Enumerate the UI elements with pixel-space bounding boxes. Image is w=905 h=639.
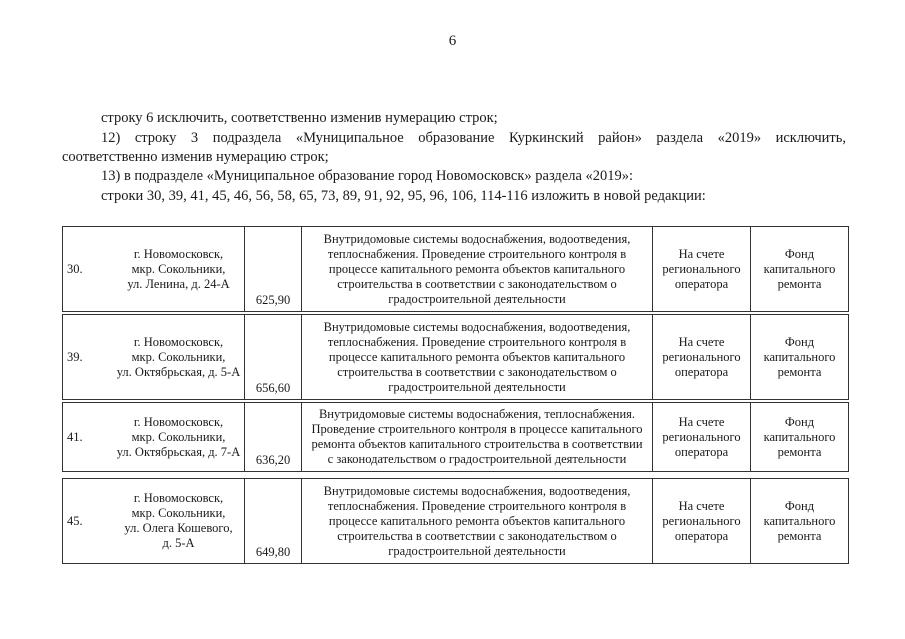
work-description-cell-line: строительства в соответствии с законодательством о (337, 528, 617, 543)
account-cell-line: На счете (678, 414, 725, 429)
fund-cell-line: капитального (763, 513, 836, 528)
account-cell-line: оператора (674, 444, 729, 459)
work-description-cell-line: ремонта объектов капитального строительства в соответствии (311, 437, 643, 451)
cost-cell: 656,60 (245, 315, 302, 400)
account-cell (653, 227, 751, 312)
cost-cell: 636,20 (245, 403, 302, 472)
address-cell (113, 315, 245, 400)
address-cell-line: ул. Октябрьская, д. 7-А (116, 444, 241, 459)
cost-cell: 649,80 (245, 479, 302, 564)
account-cell-line: оператора (674, 364, 729, 379)
address-cell-line: мкр. Сокольники, (131, 261, 226, 276)
fund-cell-line: ремонта (777, 444, 822, 459)
account-cell-line: регионального (662, 513, 741, 528)
paragraph-remove-row-6: строку 6 исключить, соответственно изменив нумерацию строк; (101, 110, 498, 126)
fund-cell (751, 479, 849, 564)
work-description-cell-line: теплоснабжения. Проведение строительного контроля в (327, 498, 627, 513)
work-description-cell-line: Проведение строительного контроля в процессе капитального (311, 422, 643, 436)
table-row (62, 402, 849, 472)
account-cell (653, 403, 751, 472)
address-cell-line: мкр. Сокольники, (131, 349, 226, 364)
work-description-cell-line: Внутридомовые системы водоснабжения, теплоснабжения. (318, 407, 636, 421)
address-cell-line: мкр. Сокольники, (131, 429, 226, 444)
fund-cell (751, 403, 849, 472)
work-description-cell (302, 403, 653, 472)
address-cell-line: ул. Октябрьская, д. 5-А (116, 364, 241, 379)
address-cell-line: г. Новомосковск, (133, 491, 224, 505)
work-description-cell-line: градостроительной деятельности (388, 379, 566, 394)
fund-cell-line: капитального (763, 261, 836, 276)
work-description-cell-line: теплоснабжения. Проведение строительного контроля в (327, 334, 627, 349)
address-cell (113, 227, 245, 312)
fund-cell-line: капитального (763, 429, 836, 444)
paragraph-item-13: 13) в подразделе «Муниципальное образование город Новомосковск» раздела «2019»: (101, 168, 634, 184)
account-cell-line: регионального (662, 261, 741, 276)
account-cell-line: На счете (678, 334, 725, 349)
address-cell-line: г. Новомосковск, (133, 246, 224, 261)
address-cell-line: г. Новомосковск, (133, 334, 224, 349)
address-cell-line: г. Новомосковск, (133, 414, 224, 429)
account-cell (653, 315, 751, 400)
work-description-cell-line: строительства в соответствии с законодательством о (337, 276, 617, 291)
work-description-cell (302, 227, 653, 312)
fund-cell-line: ремонта (777, 528, 822, 543)
address-cell-line: ул. Олега Кошевого, (124, 521, 233, 535)
account-cell-line: оператора (674, 528, 729, 543)
page-number: 6 (448, 33, 457, 49)
row-number: 45. (63, 479, 114, 564)
paragraph-item-12-continuation: соответственно изменив нумерацию строк; (62, 149, 329, 165)
account-cell-line: оператора (674, 276, 729, 291)
work-description-cell-line: Внутридомовые системы водоснабжения, водоотведения, (323, 231, 631, 246)
account-cell (653, 479, 751, 564)
work-description-cell-line: строительства в соответствии с законодательством о (337, 364, 617, 379)
fund-cell (751, 315, 849, 400)
work-description-cell-line: теплоснабжения. Проведение строительного контроля в (327, 246, 627, 261)
table-row (62, 478, 849, 564)
address-cell (113, 479, 245, 564)
work-description-cell-line: Внутридомовые системы водоснабжения, водоотведения, (323, 319, 631, 334)
fund-cell-line: капитального (763, 349, 836, 364)
row-number: 30. (63, 227, 114, 312)
fund-cell-line: Фонд (784, 498, 815, 513)
row-number: 39. (63, 315, 114, 400)
address-cell (113, 403, 245, 472)
paragraph-rows-list: строки 30, 39, 41, 45, 46, 56, 58, 65, 73, 89, 91, 92, 95, 96, 106, 114-116 изложить в новой редакции: (101, 188, 706, 204)
work-description-cell-line: градостроительной деятельности (388, 543, 566, 558)
work-description-cell (302, 479, 653, 564)
address-cell-line: ул. Ленина, д. 24-А (127, 276, 230, 291)
work-description-cell (302, 315, 653, 400)
fund-cell-line: ремонта (777, 364, 822, 379)
row-number: 41. (63, 403, 114, 472)
fund-cell (751, 227, 849, 312)
work-description-cell-line: с законодательством о градостроительной деятельности (327, 452, 627, 466)
work-description-cell-line: процессе капитального ремонта объектов капитального (328, 349, 626, 364)
address-cell-line: мкр. Сокольники, (131, 506, 226, 520)
paragraph-item-12: 12) строку 3 подраздела «Муниципальное образование Куркинский район» раздела «2019» исключить, (101, 130, 846, 146)
fund-cell-line: ремонта (777, 276, 822, 291)
work-description-cell-line: процессе капитального ремонта объектов капитального (328, 513, 626, 528)
work-description-cell-line: Внутридомовые системы водоснабжения, водоотведения, (323, 483, 631, 498)
fund-cell-line: Фонд (784, 334, 815, 349)
table-row (62, 314, 849, 400)
fund-cell-line: Фонд (784, 414, 815, 429)
account-cell-line: На счете (678, 246, 725, 261)
account-cell-line: На счете (678, 498, 725, 513)
address-cell-line: д. 5-А (162, 536, 195, 550)
fund-cell-line: Фонд (784, 246, 815, 261)
account-cell-line: регионального (662, 429, 741, 444)
account-cell-line: регионального (662, 349, 741, 364)
work-description-cell-line: процессе капитального ремонта объектов капитального (328, 261, 626, 276)
cost-cell: 625,90 (245, 227, 302, 312)
work-description-cell-line: градостроительной деятельности (388, 291, 566, 306)
table-row (62, 226, 849, 312)
